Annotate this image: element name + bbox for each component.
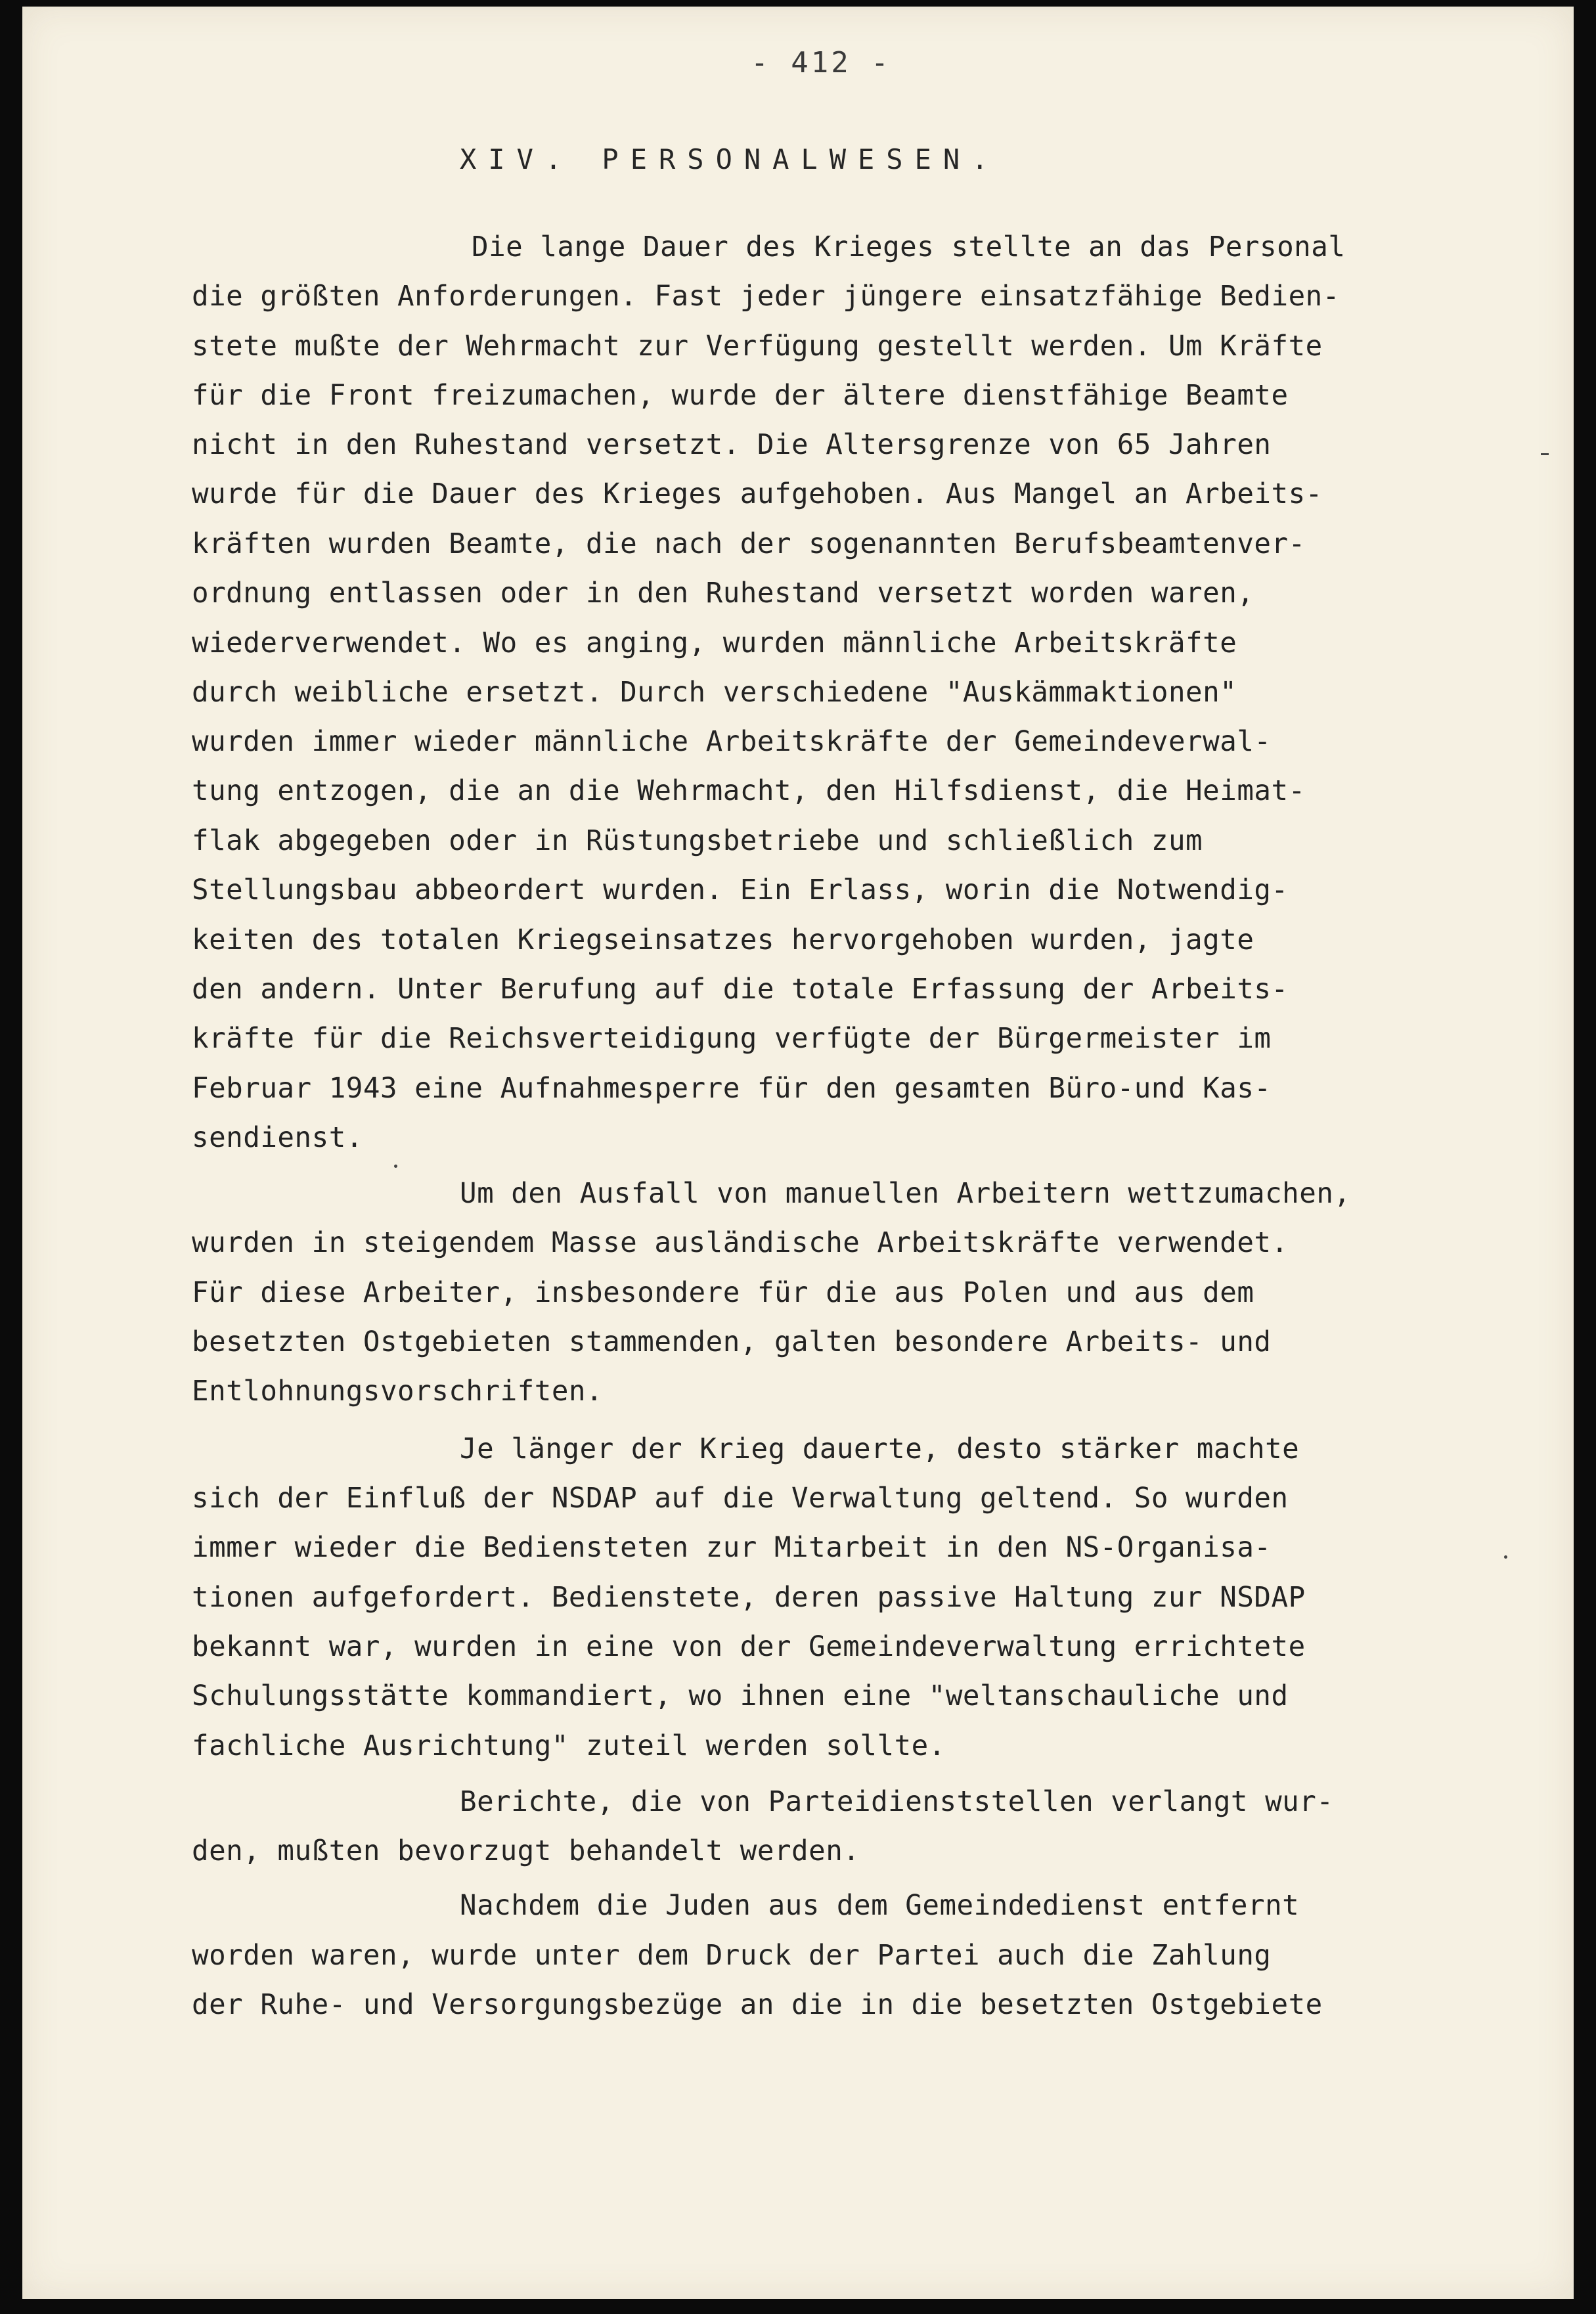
text-line: die größten Anforderungen. Fast jeder jüngere einsatzfähige Bedien- bbox=[192, 280, 1340, 313]
text-line: sich der Einfluß der NSDAP auf die Verwaltung geltend. So wurden bbox=[192, 1482, 1289, 1515]
stray-dot bbox=[394, 1165, 397, 1168]
text-line: den andern. Unter Berufung auf die totale Erfassung der Arbeits- bbox=[192, 973, 1289, 1006]
text-line: tionen aufgefordert. Bedienstete, deren passive Haltung zur NSDAP bbox=[192, 1582, 1306, 1614]
text-line: ordnung entlassen oder in den Ruhestand versetzt worden waren, bbox=[192, 577, 1254, 610]
text-line: Berichte, die von Parteidienststellen verlangt wur- bbox=[460, 1786, 1334, 1818]
text-line: wiederverwendet. Wo es anging, wurden männliche Arbeitskräfte bbox=[192, 627, 1237, 659]
text-line: sendienst. bbox=[192, 1122, 363, 1154]
text-line: Die lange Dauer des Krieges stellte an das Personal bbox=[472, 231, 1346, 263]
text-line: Februar 1943 eine Aufnahmesperre für den gesamten Büro-und Kas- bbox=[192, 1073, 1272, 1105]
text-line: für die Front freizumachen, wurde der ältere dienstfähige Beamte bbox=[192, 380, 1289, 412]
text-line: bekannt war, wurden in eine von der Gemeindeverwaltung errichtete bbox=[192, 1631, 1306, 1663]
text-line: tung entzogen, die an die Wehrmacht, den Hilfsdienst, die Heimat- bbox=[192, 775, 1306, 807]
text-line: durch weibliche ersetzt. Durch verschiedene "Auskämmaktionen" bbox=[192, 677, 1237, 709]
text-line: wurden in steigendem Masse ausländische Arbeitskräfte verwendet. bbox=[192, 1227, 1289, 1259]
text-line: fachliche Ausrichtung" zuteil werden sollte. bbox=[192, 1730, 946, 1762]
margin-mark bbox=[1541, 453, 1549, 455]
text-line: Für diese Arbeiter, insbesondere für die aus Polen und aus dem bbox=[192, 1277, 1254, 1309]
text-line: der Ruhe- und Versorgungsbezüge an die in die besetzten Ostgebiete bbox=[192, 1989, 1323, 2021]
text-line: worden waren, wurde unter dem Druck der Partei auch die Zahlung bbox=[192, 1940, 1272, 1972]
text-line: kräfte für die Reichsverteidigung verfügte der Bürgermeister im bbox=[192, 1023, 1272, 1055]
text-line: stete mußte der Wehrmacht zur Verfügung gestellt werden. Um Kräfte bbox=[192, 330, 1323, 363]
section-heading: XIV. PERSONALWESEN. bbox=[460, 143, 1000, 175]
text-line: Je länger der Krieg dauerte, desto stärker machte bbox=[460, 1433, 1300, 1465]
text-line: Entlohnungsvorschriften. bbox=[192, 1375, 604, 1408]
text-line: Stellungsbau abbeordert wurden. Ein Erlass, worin die Notwendig- bbox=[192, 874, 1289, 906]
text-line: wurden immer wieder männliche Arbeitskräfte der Gemeindeverwal- bbox=[192, 726, 1272, 758]
text-line: immer wieder die Bediensteten zur Mitarbeit in den NS-Organisa- bbox=[192, 1532, 1272, 1564]
text-line: keiten des totalen Kriegseinsatzes hervorgehoben wurden, jagte bbox=[192, 924, 1254, 956]
text-line: Nachdem die Juden aus dem Gemeindedienst entfernt bbox=[460, 1890, 1300, 1922]
text-line: kräften wurden Beamte, die nach der sogenannten Berufsbeamtenver- bbox=[192, 528, 1306, 560]
text-line: den, mußten bevorzugt behandelt werden. bbox=[192, 1835, 860, 1867]
text-line: besetzten Ostgebieten stammenden, galten besondere Arbeits- und bbox=[192, 1326, 1272, 1358]
stray-dot bbox=[1504, 1555, 1507, 1559]
text-line: flak abgegeben oder in Rüstungsbetriebe und schließlich zum bbox=[192, 825, 1203, 857]
text-line: Schulungsstätte kommandiert, wo ihnen eine "weltanschauliche und bbox=[192, 1680, 1289, 1712]
text-line: Um den Ausfall von manuellen Arbeitern wettzumachen, bbox=[460, 1178, 1351, 1210]
text-line: wurde für die Dauer des Krieges aufgehoben. Aus Mangel an Arbeits- bbox=[192, 478, 1323, 510]
page-number: - 412 - bbox=[751, 46, 891, 79]
text-line: nicht in den Ruhestand versetzt. Die Altersgrenze von 65 Jahren bbox=[192, 429, 1272, 461]
